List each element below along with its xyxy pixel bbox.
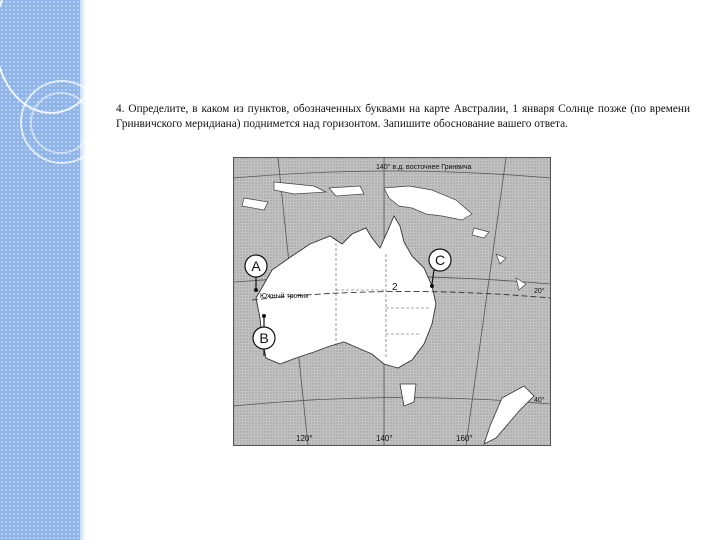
latitude-label-40: 40° — [534, 397, 545, 404]
longitude-label-120: 120° — [296, 434, 313, 443]
australia-map — [233, 157, 551, 446]
decorative-arc-small — [30, 92, 92, 154]
point-c-label: C — [434, 252, 446, 268]
point-b-label: B — [259, 330, 269, 346]
question-body: Определите, в каком из пунктов, обозначенных буквами на карте Австралии, 1 января Солнце позже (по времени Гринвичского меридиана) поднимется над горизонтом. Запишите обоснование вашего ответа. — [116, 103, 690, 130]
latitude-label-20: 20° — [534, 288, 545, 295]
island-2 — [329, 186, 364, 196]
tropic-label: Южный тропик — [260, 293, 309, 300]
point-a-label: A — [251, 258, 261, 274]
longitude-label-140: 140° — [376, 434, 393, 443]
longitude-label-160: 160° — [456, 434, 473, 443]
question-number: 4. — [116, 103, 125, 115]
top-meridian-note: 140° в.д. восточнее Гринвича — [376, 164, 472, 171]
region-number: 2 — [392, 282, 398, 293]
question-text — [116, 102, 690, 132]
